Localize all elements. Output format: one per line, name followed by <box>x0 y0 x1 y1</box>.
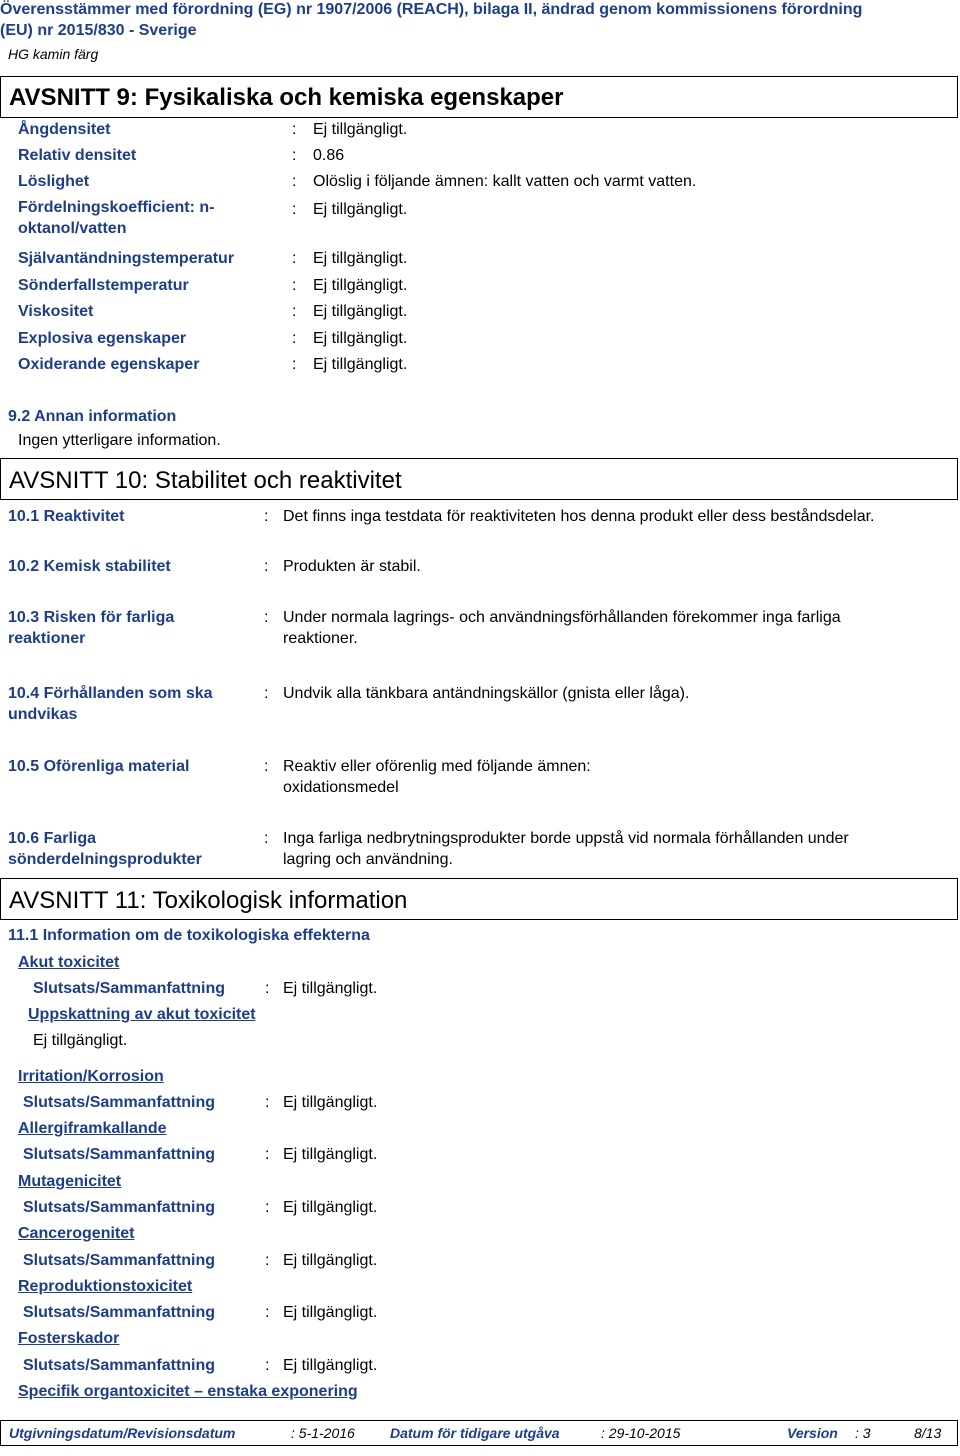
prop-colon: : <box>292 277 297 294</box>
tox-group-heading-teratogenicity: Fosterskador <box>18 1330 120 1347</box>
tox-group-heading-sensitisation: Allergiframkallande <box>18 1120 167 1137</box>
tox-summary-value: Ej tillgängligt. <box>283 1199 378 1216</box>
footer-version-label: Version <box>787 1425 838 1441</box>
prop-colon: : <box>292 250 297 267</box>
s10-colon: : <box>264 558 269 575</box>
s10-value-conditions: Undvik alla tänkbara antändningskällor (gnista eller låga). <box>283 685 690 702</box>
s10-value-hazardous-reactions-line2: reaktioner. <box>283 630 358 647</box>
prop-label-partition-coeff-line2: oktanol/vatten <box>18 220 127 237</box>
s10-label-stability: 10.2 Kemisk stabilitet <box>8 558 171 575</box>
tox-summary-label: Slutsats/Sammanfattning <box>23 1199 216 1216</box>
product-name: HG kamin färg <box>8 46 99 62</box>
tox-group-heading-carcinogenicity: Cancerogenitet <box>18 1225 135 1242</box>
tox-summary-label: Slutsats/Sammanfattning <box>23 1357 216 1374</box>
acute-estimate-value: Ej tillgängligt. <box>33 1032 128 1049</box>
s10-colon: : <box>264 508 269 525</box>
prop-value-autoignition: Ej tillgängligt. <box>313 250 408 267</box>
prop-colon: : <box>292 356 297 373</box>
prop-value-viscosity: Ej tillgängligt. <box>313 303 408 320</box>
s10-value-incompatible-line2: oxidationsmedel <box>283 779 399 796</box>
tox-group-heading-irritation: Irritation/Korrosion <box>18 1068 164 1085</box>
s10-value-incompatible-line1: Reaktiv eller oförenlig med följande ämnen: <box>283 758 591 775</box>
s10-label-decomposition-line1: 10.6 Farliga <box>8 830 97 847</box>
prop-label-relative-density: Relativ densitet <box>18 147 137 164</box>
s10-label-hazardous-reactions-line1: 10.3 Risken för farliga <box>8 609 175 626</box>
acute-estimate-heading: Uppskattning av akut toxicitet <box>28 1006 256 1023</box>
regulation-title-line2: (EU) nr 2015/830 - Sverige <box>0 22 197 39</box>
tox-summary-label: Slutsats/Sammanfattning <box>23 1252 216 1269</box>
s10-value-decomposition-line1: Inga farliga nedbrytningsprodukter borde uppstå vid normala förhållanden under <box>283 830 849 847</box>
prop-colon: : <box>292 330 297 347</box>
tox-summary-label: Slutsats/Sammanfattning <box>23 1304 216 1321</box>
page-footer <box>0 1420 958 1446</box>
tox-group-heading-reproductive: Reproduktionstoxicitet <box>18 1278 193 1295</box>
tox-colon: : <box>265 1094 270 1111</box>
subsection-11-1-heading: 11.1 Information om de toxikologiska effekterna <box>8 927 370 944</box>
tox-colon: : <box>265 1199 270 1216</box>
prop-label-oxidizing: Oxiderande egenskaper <box>18 356 200 373</box>
prop-colon: : <box>292 147 297 164</box>
regulation-title-line1: Överensstämmer med förordning (EG) nr 1907/2006 (REACH), bilaga II, ändrad genom kommissionens förordning <box>0 1 863 18</box>
tox-summary-value: Ej tillgängligt. <box>283 1094 378 1111</box>
prop-value-vapor-density: Ej tillgängligt. <box>313 121 408 138</box>
acute-summary-value: Ej tillgängligt. <box>283 980 378 997</box>
s10-label-reactivity: 10.1 Reaktivitet <box>8 508 125 525</box>
footer-prev-value: : 29-10-2015 <box>601 1425 681 1441</box>
tox-colon: : <box>265 1357 270 1374</box>
footer-issue-label: Utgivningsdatum/Revisionsdatum <box>9 1425 236 1441</box>
tox-summary-label: Slutsats/Sammanfattning <box>23 1094 216 1111</box>
prop-value-explosive: Ej tillgängligt. <box>313 330 408 347</box>
specific-organ-toxicity-heading: Specifik organtoxicitet – enstaka exponering <box>18 1383 358 1400</box>
s10-label-decomposition-line2: sönderdelningsprodukter <box>8 851 202 868</box>
prop-label-autoignition: Självantändningstemperatur <box>18 250 235 267</box>
prop-label-solubility: Löslighet <box>18 173 90 190</box>
tox-colon: : <box>265 1252 270 1269</box>
s10-value-decomposition-line2: lagring och användning. <box>283 851 453 868</box>
section11-heading: AVSNITT 11: Toxikologisk information <box>9 887 408 914</box>
acute-colon: : <box>265 980 270 997</box>
s10-label-conditions-line1: 10.4 Förhållanden som ska <box>8 685 213 702</box>
footer-issue-value: : 5-1-2016 <box>291 1425 355 1441</box>
s10-label-incompatible: 10.5 Oförenliga material <box>8 758 190 775</box>
prop-colon: : <box>292 303 297 320</box>
s10-label-conditions-line2: undvikas <box>8 706 78 723</box>
subsection-9-2-text: Ingen ytterligare information. <box>18 432 221 449</box>
tox-summary-value: Ej tillgängligt. <box>283 1357 378 1374</box>
footer-prev-label: Datum för tidigare utgåva <box>390 1425 560 1441</box>
s10-colon: : <box>264 758 269 775</box>
prop-colon: : <box>292 201 297 218</box>
prop-colon: : <box>292 173 297 190</box>
prop-value-relative-density: 0.86 <box>313 147 345 164</box>
prop-colon: : <box>292 121 297 138</box>
tox-summary-value: Ej tillgängligt. <box>283 1304 378 1321</box>
section10-heading: AVSNITT 10: Stabilitet och reaktivitet <box>9 467 402 494</box>
acute-summary-label: Slutsats/Sammanfattning <box>33 980 226 997</box>
prop-value-oxidizing: Ej tillgängligt. <box>313 356 408 373</box>
prop-label-vapor-density: Ångdensitet <box>18 121 111 138</box>
footer-page-number: 8/13 <box>914 1425 942 1441</box>
section9-heading: AVSNITT 9: Fysikaliska och kemiska egenskaper <box>9 84 564 111</box>
tox-colon: : <box>265 1146 270 1163</box>
acute-toxicity-heading: Akut toxicitet <box>18 954 120 971</box>
s10-value-stability: Produkten är stabil. <box>283 558 421 575</box>
prop-value-partition-coeff: Ej tillgängligt. <box>313 201 408 218</box>
prop-label-partition-coeff-line1: Fördelningskoefficient: n- <box>18 199 215 216</box>
s10-colon: : <box>264 830 269 847</box>
prop-label-viscosity: Viskositet <box>18 303 94 320</box>
tox-colon: : <box>265 1304 270 1321</box>
subsection-9-2-heading: 9.2 Annan information <box>8 408 177 425</box>
prop-value-solubility: Olöslig i följande ämnen: kallt vatten och varmt vatten. <box>313 173 697 190</box>
prop-label-explosive: Explosiva egenskaper <box>18 330 187 347</box>
s10-colon: : <box>264 609 269 626</box>
section11-heading-box <box>0 878 958 920</box>
s10-value-reactivity: Det finns inga testdata för reaktiviteten hos denna produkt eller dess beståndsdelar. <box>283 508 875 525</box>
tox-summary-value: Ej tillgängligt. <box>283 1146 378 1163</box>
tox-group-heading-mutagenicity: Mutagenicitet <box>18 1173 122 1190</box>
s10-colon: : <box>264 685 269 702</box>
prop-label-decomposition: Sönderfallstemperatur <box>18 277 189 294</box>
tox-summary-value: Ej tillgängligt. <box>283 1252 378 1269</box>
prop-value-decomposition: Ej tillgängligt. <box>313 277 408 294</box>
s10-label-hazardous-reactions-line2: reaktioner <box>8 630 86 647</box>
section9-heading-box <box>0 76 958 118</box>
s10-value-hazardous-reactions-line1: Under normala lagrings- och användningsförhållanden förekommer inga farliga <box>283 609 841 626</box>
tox-summary-label: Slutsats/Sammanfattning <box>23 1146 216 1163</box>
section10-heading-box <box>0 458 958 500</box>
footer-version-value: : 3 <box>855 1425 871 1441</box>
